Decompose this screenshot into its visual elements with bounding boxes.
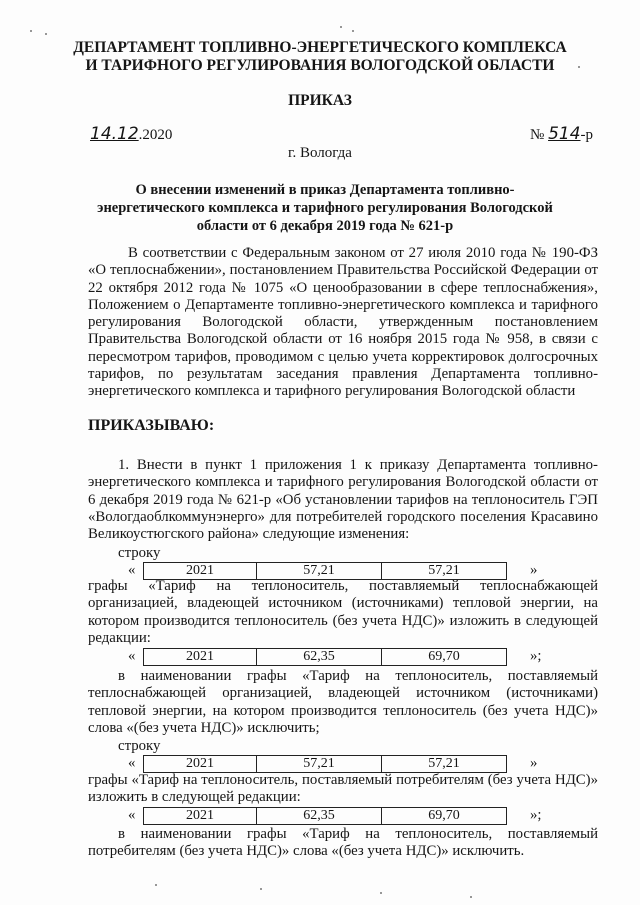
preamble: В соответствии с Федеральным законом от 27 июля 2010 года № 190-ФЗ «О теплоснабжении», постановлением Правительства Российской Федерации от 22 октября 2012 года № 1075 «О ценообразовании в сфере теплоснабжения», Положением о Департаменте топливно-энергетического комплекса и тарифного регулирования Вологодской области, утвержденным постановлением Правительства Вологодской области от 16 ноября 2015 года № 958, в связи с пересмотром тарифов, проводимом с целью учета корректировок долгосрочных тарифов, по результатам заседания правления Департамента топливно-энергетического комплекса и тарифного регулирования Вологодской области: [88, 245, 598, 400]
tariff-table-3: [143, 755, 507, 773]
table-row-2: [110, 647, 550, 665]
subject-line2: энергетического комплекса и тарифного регулирования Вологодской: [97, 200, 553, 216]
quote-close: »: [530, 755, 538, 771]
tariff-table-2: [143, 648, 507, 666]
scan-speck: [155, 884, 157, 886]
item1-intro: 1. Внести в пункт 1 приложения 1 к приказу Департамента топливно-энергетического комплекса и тарифного регулирования Вологодской области от 6 декабря 2019 года № 621-р «Об установлении тарифов на теплоноситель ГЭП «Вологдаоблкоммунэнерго» для потребителей городского поселения Красавино Великоустюгского района» следующие изменения:: [88, 457, 598, 543]
label-row-1: строку: [118, 545, 161, 561]
cell-year: 2021: [144, 649, 257, 665]
handwritten-date: 14.12: [90, 124, 139, 144]
table-row-1: [110, 561, 550, 579]
text-after-table-4: в наименовании графы «Тариф на теплоноситель, поставляемый потребителям (без учета НДС)» слова «(без учета НДС)» исключить.: [88, 826, 598, 860]
order-subject: [80, 181, 570, 235]
city: г. Вологда: [288, 145, 352, 161]
quote-open: «: [128, 648, 136, 664]
order-word: ПРИКАЗЫВАЮ:: [88, 417, 215, 434]
scan-speck: [260, 888, 262, 890]
scan-speck: [578, 66, 580, 68]
scan-speck: [470, 896, 472, 898]
text-after-table-1: графы «Тариф на теплоноситель, поставляемый теплоснабжающей организацией, владеющей источником (источниками) тепловой энергии, на котором производится теплоноситель (без учета НДС)» изложить в следующей редакции:: [88, 578, 598, 646]
date-year: .2020: [138, 127, 173, 143]
order-date: [90, 124, 172, 144]
table-row-4: [110, 806, 550, 824]
cell-value-2: 57,21: [428, 756, 460, 771]
document-type: ПРИКАЗ: [288, 92, 352, 109]
subject-line3: области от 6 декабря 2019 года № 621-р: [196, 218, 454, 234]
tariff-table-4: [143, 807, 507, 825]
department-name-line1: ДЕПАРТАМЕНТ ТОПЛИВНО-ЭНЕРГЕТИЧЕСКОГО КОМПЛЕКСА: [73, 39, 567, 56]
quote-open: «: [128, 562, 136, 578]
cell-value-1: 62,35: [257, 808, 382, 824]
department-name-line2: И ТАРИФНОГО РЕГУЛИРОВАНИЯ ВОЛОГОДСКОЙ ОБЛАСТИ: [85, 57, 555, 74]
subject-line1: О внесении изменений в приказ Департамента топливно-: [135, 182, 515, 198]
order-number: [530, 124, 593, 144]
scan-speck: [352, 30, 354, 32]
quote-close: »: [530, 562, 538, 578]
handwritten-number: 514: [548, 124, 581, 144]
text-after-table-2: в наименовании графы «Тариф на теплоноситель, поставляемый теплоснабжающей организацией, владеющей источником (источниками) тепловой энергии, на котором производится теплоноситель (без учета НДС)» слова «(без учета НДС)» исключить;: [88, 668, 598, 736]
cell-year: 2021: [144, 808, 257, 824]
scan-speck: [30, 30, 32, 32]
scan-speck: [45, 33, 47, 35]
label-row-2: строку: [118, 738, 161, 754]
number-sign: №: [530, 127, 545, 143]
scan-speck: [340, 26, 342, 28]
cell-value-1: 57,21: [257, 563, 382, 579]
text-after-table-3: графы «Тариф на теплоноситель, поставляемый потребителям (без учета НДС)» изложить в следующей редакции:: [88, 772, 598, 806]
cell-year: 2021: [144, 756, 257, 772]
scan-speck: [380, 892, 382, 894]
cell-value-2: 69,70: [428, 808, 460, 823]
cell-value-2: 57,21: [428, 563, 460, 578]
cell-value-2: 69,70: [428, 649, 460, 664]
quote-close-semicolon: »;: [530, 648, 542, 664]
cell-value-1: 62,35: [257, 649, 382, 665]
quote-open: «: [128, 755, 136, 771]
table-row-3: [110, 754, 550, 772]
number-suffix: -р: [580, 127, 594, 143]
cell-year: 2021: [144, 563, 257, 579]
quote-close-semicolon: »;: [530, 807, 542, 823]
quote-open: «: [128, 807, 136, 823]
cell-value-1: 57,21: [257, 756, 382, 772]
